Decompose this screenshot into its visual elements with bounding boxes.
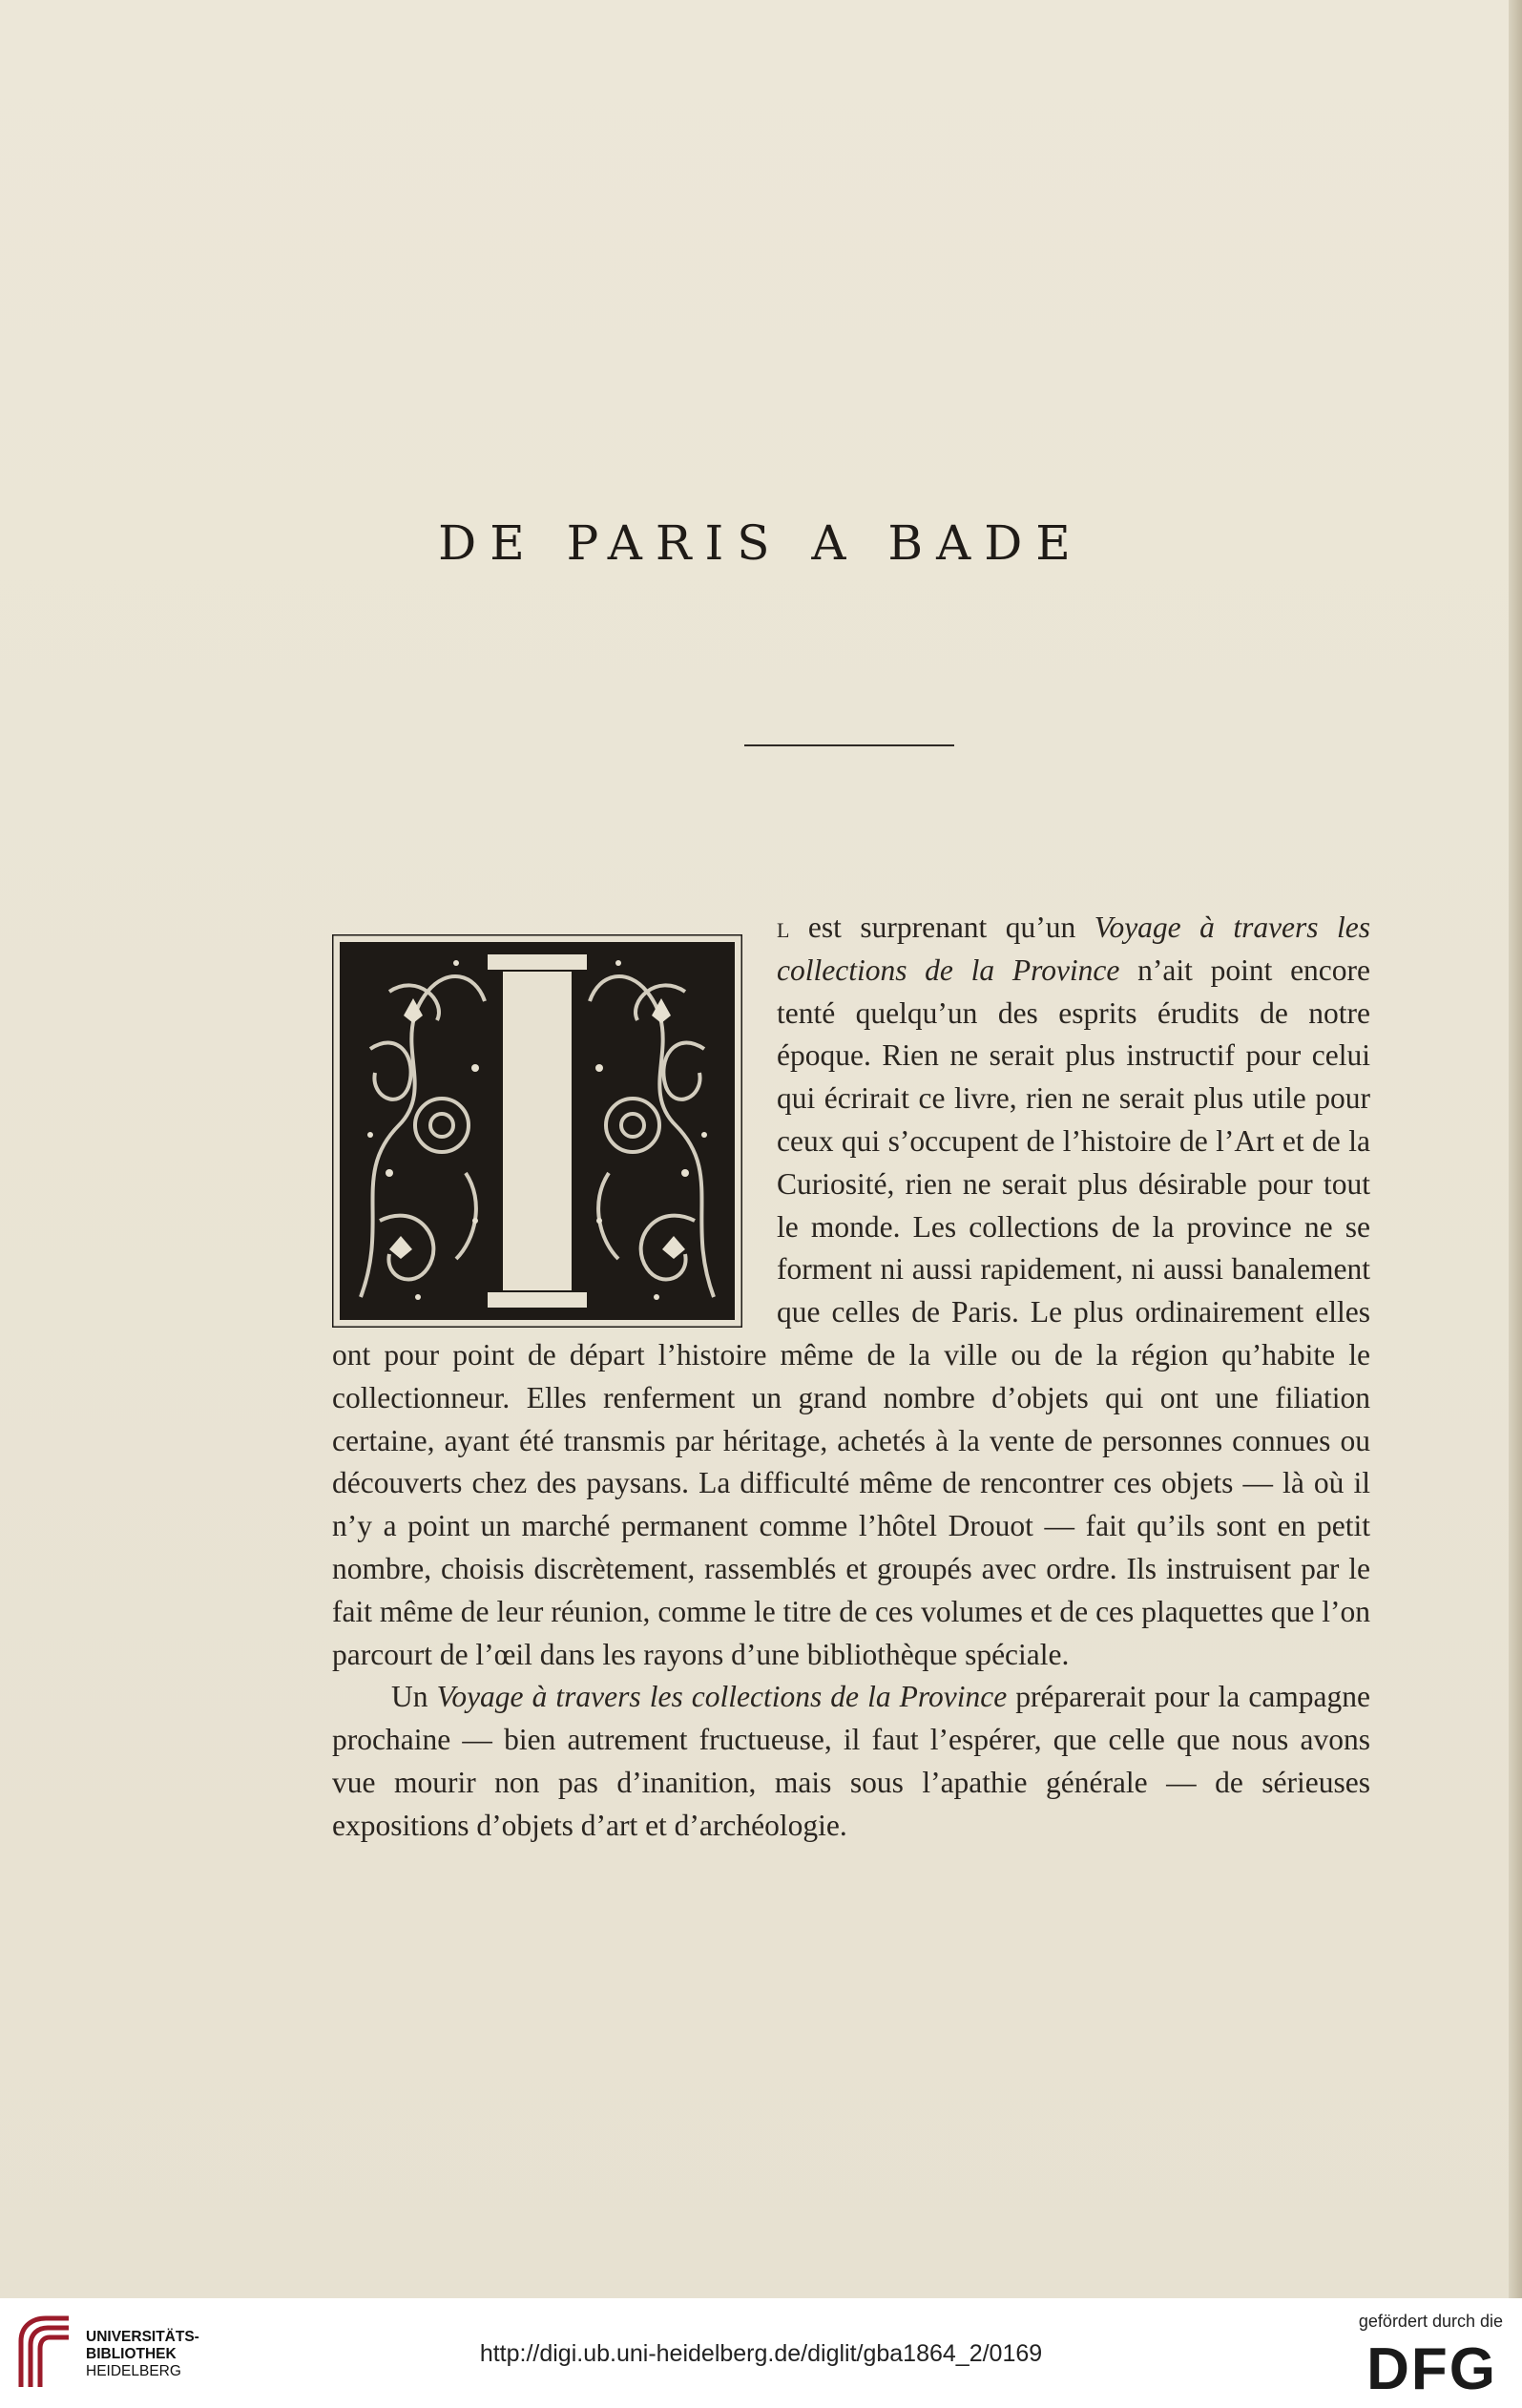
paragraph-1-text-b: n’ait point encore tenté quelqu’un des esprits érudits de notre époque. Rien ne serait plus instructif pour celui qui écrirait ce livre, rien ne serait plus utile pour ceux qui s’occupent de l’histoire de l’Art et de la Curiosité, rien ne serait plus désirable pour tout le monde. Les collections de la province ne se forment ni aussi rapidement, ni aussi banalement que celles de Paris. Le plus ordinairement elles ont pour point de départ l’histoire même de la ville ou de la région qu’habite le collectionneur. Elles renferment un grand nombre d’objets qui ont une filiation certaine, ayant été transmis par héritage, achetés à la vente de personnes connues ou découverts chez des paysans. La difficulté même de rencontrer ces objets — là où il n’y a point un marché permanent comme l’hôtel Drouot — fait qu’ils sont en petit nombre, choisis discrètement, rassemblés et groupés avec ordre. Ils instruisent par le fait même de leur réunion, comme le titre de ces volumes et de ces plaquettes que l’on parcourt de l’œil dans les rayons d’une bibliothèque spéciale. [332,953,1370,1671]
paragraph-2-text-b: préparerait pour la campagne prochaine — bien autrement fructueuse, il faut l’espérer, que celle que nous avons vue mourir non pas d’inanition, mais sous l’apathie générale — de sérieuses expositions d’objets d’art et d’archéologie. [332,1680,1371,1842]
article-body [332,907,1370,1848]
digitization-footer [0,2298,1522,2408]
paragraph-2-text-a: Un [391,1680,437,1714]
permalink-url[interactable]: http://digi.ub.uni-heidelberg.de/diglit/gba1864_2/0169 [479,2340,1043,2367]
funder-label: gefördert durch die [1358,2312,1503,2331]
first-word-rest: l [777,911,790,944]
library-name-line-2: BIBLIOTHEK [86,2346,177,2362]
dfg-logo: DFG [1366,2336,1497,2402]
paragraph-1-emphasis: Voyage à travers les collections de la Province [777,911,1370,987]
ornamental-initial-i-icon [332,934,742,1328]
paragraph-2-emphasis: Voyage à travers les collections de la Province [436,1680,1008,1714]
library-name-line-3: HEIDELBERG [86,2363,181,2379]
library-name-line-1: UNIVERSITÄTS- [86,2329,199,2345]
title-rule [744,744,954,746]
paragraph-1 [332,907,1370,1676]
paragraph-2 [332,1676,1370,1847]
paragraph-1-text-a: est surprenant qu’un [789,911,1095,944]
page-edge-shadow [1509,0,1522,2298]
article-title: DE PARIS A BADE [438,515,1084,571]
